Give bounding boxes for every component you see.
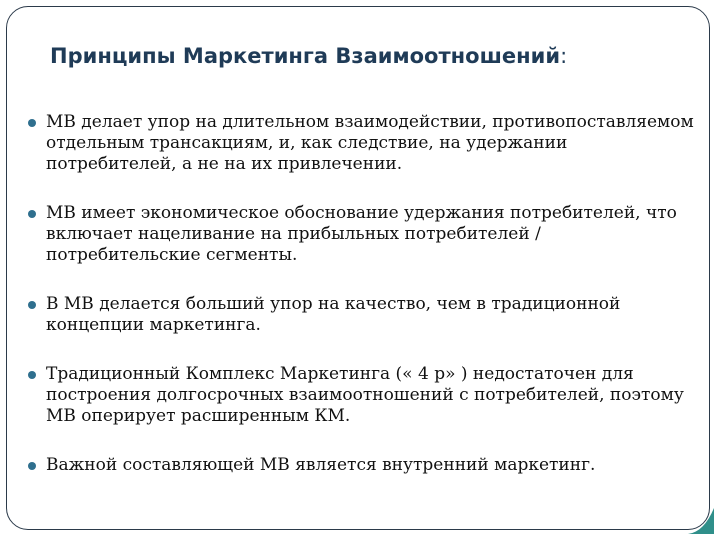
bullet-text: Важной составляющей МВ является внутренний маркетинг. bbox=[46, 455, 596, 475]
corner-accent-icon bbox=[684, 504, 718, 538]
bullet-item bbox=[28, 112, 698, 175]
bullet-text: МВ делает упор на длительном взаимодействии, противопоставляемом отдельным трансакциям, и, как следствие, на удержании потребителей, а не на их привлечении. bbox=[46, 112, 694, 174]
bullet-item bbox=[28, 455, 698, 476]
bullet-marker-icon bbox=[28, 210, 36, 218]
bullet-item bbox=[28, 364, 698, 427]
slide-title bbox=[50, 44, 567, 68]
slide-title-text: Принципы Маркетинга Взаимоотношений bbox=[50, 44, 561, 68]
bullet-list bbox=[28, 112, 698, 476]
bullet-item bbox=[28, 294, 698, 336]
slide-title-colon: : bbox=[560, 44, 568, 68]
bullet-marker-icon bbox=[28, 462, 36, 470]
bullet-text: МВ имеет экономическое обоснование удержания потребителей, что включает нацеливание на прибыльных потребителей / потребительские сегменты. bbox=[46, 203, 677, 265]
bullet-text: Традиционный Комплекс Маркетинга (« 4 р» ) недостаточен для построения долгосрочных взаимоотношений с потребителей, поэтому МВ оперирует расширенным КМ. bbox=[46, 364, 684, 426]
bullet-marker-icon bbox=[28, 119, 36, 127]
bullet-marker-icon bbox=[28, 301, 36, 309]
bullet-marker-icon bbox=[28, 371, 36, 379]
bullet-item bbox=[28, 203, 698, 266]
bullet-text: В МВ делается больший упор на качество, чем в традиционной концепции маркетинга. bbox=[46, 294, 621, 335]
